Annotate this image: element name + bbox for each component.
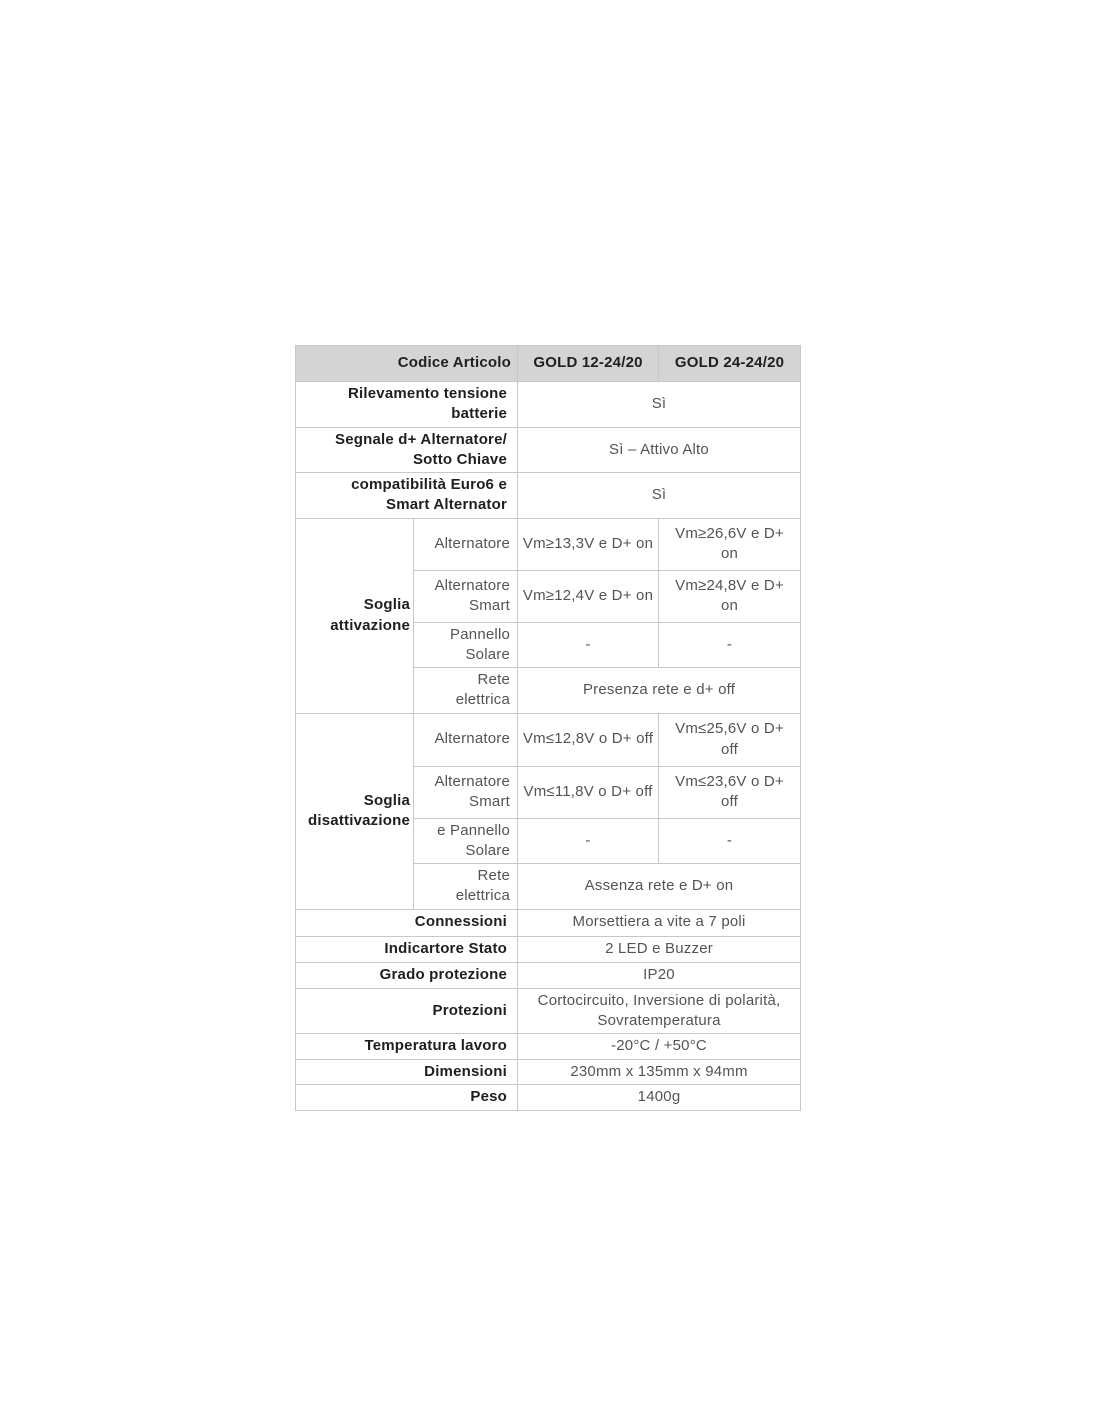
product-spec-table	[295, 345, 801, 1111]
row-value-dimensioni: 230mm x 135mm x 94mm	[518, 1060, 801, 1085]
row-attivazione-alternatore	[296, 518, 801, 570]
row-label-indicartore-stato: Indicartore Stato	[296, 936, 518, 962]
row-label-dimensioni: Dimensioni	[296, 1060, 518, 1085]
header-gold-12-24-20: GOLD 12-24/20	[518, 346, 659, 382]
row-label-temperatura-lavoro: Temperatura lavoro	[296, 1034, 518, 1060]
row-disattivazione-alternatore	[296, 713, 801, 766]
group-label-soglia-disattivazione: Soglia disattivazione	[296, 713, 414, 909]
row-grado-protezione	[296, 962, 801, 988]
sub-label-disattivazione-pannello-solare: e Pannello Solare	[414, 818, 518, 864]
row-label-peso: Peso	[296, 1085, 518, 1110]
row-label-rilevamento-tensione: Rilevamento tensione batterie	[296, 382, 518, 428]
row-value-grado-protezione: IP20	[518, 962, 801, 988]
row-compatibilita-euro6	[296, 473, 801, 519]
value-disattivazione-smart-gold24: Vm≤23,6V o D+ off	[659, 766, 801, 818]
row-label-connessioni: Connessioni	[296, 909, 518, 936]
row-segnale-d-plus	[296, 427, 801, 473]
sub-label-disattivazione-alternatore: Alternatore	[414, 713, 518, 766]
sub-label-attivazione-pannello-solare: Pannello Solare	[414, 622, 518, 668]
sub-label-disattivazione-rete-elettrica: Rete elettrica	[414, 864, 518, 910]
row-value-peso: 1400g	[518, 1085, 801, 1110]
group-label-soglia-attivazione: Soglia attivazione	[296, 518, 414, 713]
value-disattivazione-pannello-gold24: -	[659, 818, 801, 864]
row-indicartore-stato	[296, 936, 801, 962]
row-peso	[296, 1085, 801, 1110]
value-disattivazione-smart-gold12: Vm≤11,8V o D+ off	[518, 766, 659, 818]
row-value-compatibilita-euro6: Sì	[518, 473, 801, 519]
row-value-segnale-d-plus: Sì – Attivo Alto	[518, 427, 801, 473]
value-attivazione-alternatore-gold12: Vm≥13,3V e D+ on	[518, 518, 659, 570]
sub-label-attivazione-alternatore: Alternatore	[414, 518, 518, 570]
row-rilevamento-tensione	[296, 382, 801, 428]
value-attivazione-pannello-gold24: -	[659, 622, 801, 668]
row-connessioni	[296, 909, 801, 936]
sub-label-attivazione-rete-elettrica: Rete elettrica	[414, 668, 518, 714]
row-value-indicartore-stato: 2 LED e Buzzer	[518, 936, 801, 962]
header-gold-24-24-20: GOLD 24-24/20	[659, 346, 801, 382]
sub-label-disattivazione-alternatore-smart: Alternatore Smart	[414, 766, 518, 818]
row-protezioni	[296, 988, 801, 1034]
row-label-compatibilita-euro6: compatibilità Euro6 e Smart Alternator	[296, 473, 518, 519]
value-disattivazione-rete-elettrica: Assenza rete e D+ on	[518, 864, 801, 910]
row-label-segnale-d-plus: Segnale d+ Alternatore/ Sotto Chiave	[296, 427, 518, 473]
header-row	[296, 346, 801, 382]
sub-label-attivazione-alternatore-smart: Alternatore Smart	[414, 570, 518, 622]
value-disattivazione-alternatore-gold24: Vm≤25,6V o D+ off	[659, 713, 801, 766]
row-dimensioni	[296, 1060, 801, 1085]
row-label-grado-protezione: Grado protezione	[296, 962, 518, 988]
row-value-connessioni: Morsettiera a vite a 7 poli	[518, 909, 801, 936]
row-value-rilevamento-tensione: Sì	[518, 382, 801, 428]
row-value-protezioni: Cortocircuito, Inversione di polarità, Sovratemperatura	[518, 988, 801, 1034]
value-attivazione-alternatore-gold24: Vm≥26,6V e D+ on	[659, 518, 801, 570]
row-label-protezioni: Protezioni	[296, 988, 518, 1034]
value-attivazione-pannello-gold12: -	[518, 622, 659, 668]
value-disattivazione-pannello-gold12: -	[518, 818, 659, 864]
value-attivazione-smart-gold12: Vm≥12,4V e D+ on	[518, 570, 659, 622]
value-attivazione-smart-gold24: Vm≥24,8V e D+ on	[659, 570, 801, 622]
header-codice-articolo: Codice Articolo	[296, 346, 518, 382]
row-value-temperatura-lavoro: -20°C / +50°C	[518, 1034, 801, 1060]
value-disattivazione-alternatore-gold12: Vm≤12,8V o D+ off	[518, 713, 659, 766]
row-temperatura-lavoro	[296, 1034, 801, 1060]
value-attivazione-rete-elettrica: Presenza rete e d+ off	[518, 668, 801, 714]
